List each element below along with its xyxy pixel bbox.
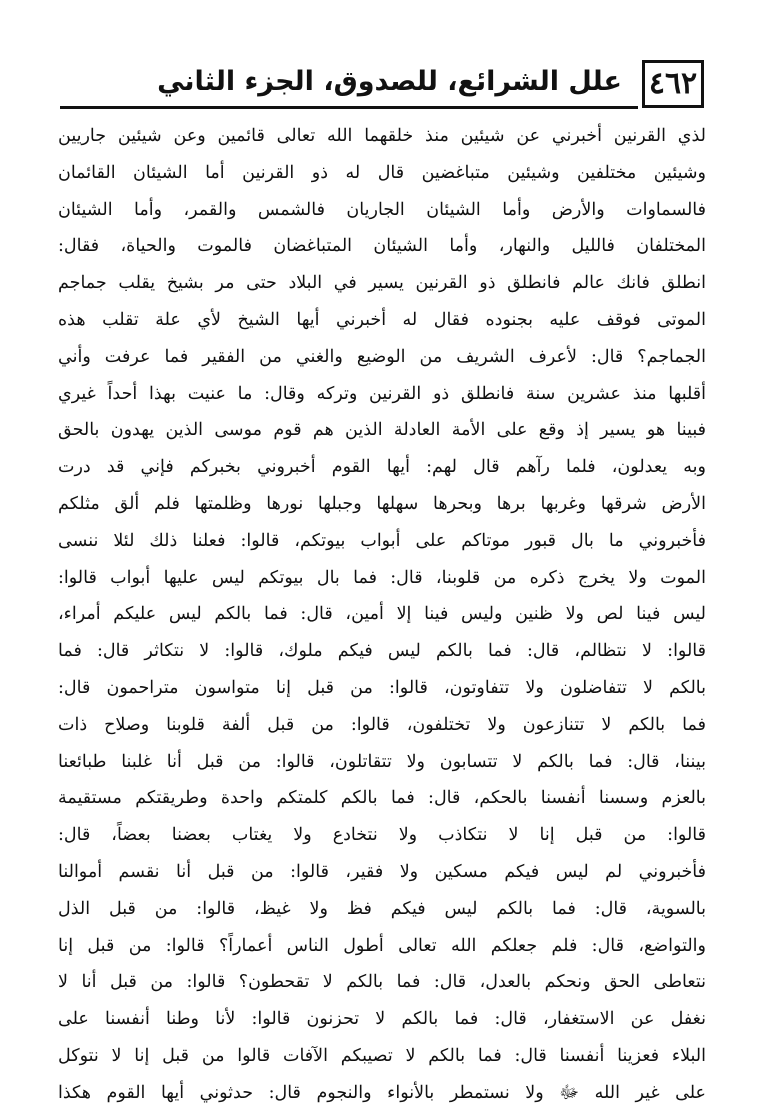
text-line: قالوا: لا نتظالم، قال: فما بالكم ليس فيكم ملوك، قالوا: لا نتكاثر قال: فما xyxy=(58,641,706,662)
text-line: فما بالكم لا تتنازعون ولا تختلفون، قالوا: من قبل ألفة قلوبنا وصلاح ذات xyxy=(58,714,706,735)
text-line: فبينا هو يسير إذ وقع على الأمة العادلة الذين هم قوم موسى الذين يهدون بالحق xyxy=(58,420,706,441)
text-line: بيننا، قال: فما بالكم لا تتسابون ولا تتقاتلون، قالوا: من قبل أنا غلبنا طبائعنا xyxy=(58,751,706,772)
text-line: البلاء فعزينا أنفسنا قال: فما بالكم لا تصيبكم الآفات قالوا من قبل إنا لا نتوكل xyxy=(58,1045,706,1066)
text-line: الموتى فوقف عليه بجنوده فقال له أخبرني أيها الشيخ لأي علة تقلب هذه xyxy=(58,309,706,330)
text-line: الموت ولا يخرج ذكره من قلوبنا، قال: فما بال بيوتكم ليس عليها أبواب قالوا: xyxy=(58,567,706,588)
text-line: نتعاطى الحق ونحكم بالعدل، قال: فما بالكم لا تقحطون؟ قالوا: من قبل أنا لا xyxy=(58,972,706,993)
text-line: نغفل عن الاستغفار، قال: فما بالكم لا تحزنون قالوا: لأنا وطنا أنفسنا على xyxy=(58,1009,706,1030)
text-line: على غير الله ﷻ ولا نستمطر بالأنواء والنجوم قال: حدثوني أيها القوم هكذا xyxy=(58,1082,706,1103)
text-line: لذي القرنين أخبرني عن شيئين منذ خلقهما الله تعالى قائمين وعن شيئين جاريين xyxy=(58,126,706,146)
text-line: الجماجم؟ قال: لأعرف الشريف من الوضيع والغني من الفقير فما عرفت وأني xyxy=(58,346,706,367)
text-line: بالعزم وسسنا أنفسنا بالحكم، قال: فما بالكم كلمتكم واحدة وطريقتكم مستقيمة xyxy=(58,788,706,809)
text-line: قالوا: من قبل إنا لا نتكاذب ولا نتخادع ولا يغتاب بعضنا بعضاً، قال: xyxy=(58,825,706,846)
page-header xyxy=(60,60,704,112)
text-line: فالسماوات والأرض وأما الشيئان الجاريان فالشمس والقمر، وأما الشيئان xyxy=(58,199,706,220)
text-line: فأخبروني ما بال قبور موتاكم على أبواب بيوتكم، قالوا: فعلنا ذلك لئلا ننسى xyxy=(58,530,706,551)
text-line: والتواضع، قال: فلم جعلكم الله تعالى أطول الناس أعماراً؟ قالوا: من قبل إنا xyxy=(58,935,706,956)
text-line: وبه يعدلون، فلما رآهم قال لهم: أيها القوم أخبروني بخبركم فإني قد درت xyxy=(58,457,706,478)
body-text xyxy=(58,118,706,1112)
text-line: ليس فينا لص ولا ظنين وليس فينا إلا أمين، قال: فما بالكم ليس عليكم أمراء، xyxy=(58,604,706,625)
text-line: بالسوية، قال: فما بالكم ليس فيكم فظ ولا غيظ، قالوا: من قبل الذل xyxy=(58,898,706,919)
header-rule xyxy=(60,106,638,109)
text-line: انطلق فانك عالم فانطلق ذو القرنين يسير في البلاد حتى مر بشيخ يقلب جماجم xyxy=(58,273,706,294)
running-title: علل الشرائع، للصدوق، الجزء الثاني xyxy=(157,66,622,97)
text-line: الأرض شرقها وغربها برها وبحرها سهلها وجبلها نورها وظلمتها فلم ألق مثلكم xyxy=(58,493,706,514)
text-line: أقلبها منذ عشرين سنة فانطلق ذو القرنين وتركه وقال: ما عنيت بهذا أحداً غيري xyxy=(58,383,706,404)
text-line: وشيئين مختلفين وشيئين متباغضين قال له ذو القرنين أما الشيئان القائمان xyxy=(58,162,706,183)
text-line: المختلفان فالليل والنهار، وأما الشيئان المتباغضان فالموت والحياة، فقال: xyxy=(58,236,706,257)
text-line: بالكم لا تتفاضلون ولا تتفاوتون، قالوا: من قبل إنا متواسون متراحمون قال: xyxy=(58,677,706,698)
page-number: ٤٦٢ xyxy=(642,60,704,108)
text-line: فأخبروني لم ليس فيكم مسكين ولا فقير، قالوا: من قبل أنا نقسم أموالنا xyxy=(58,861,706,882)
